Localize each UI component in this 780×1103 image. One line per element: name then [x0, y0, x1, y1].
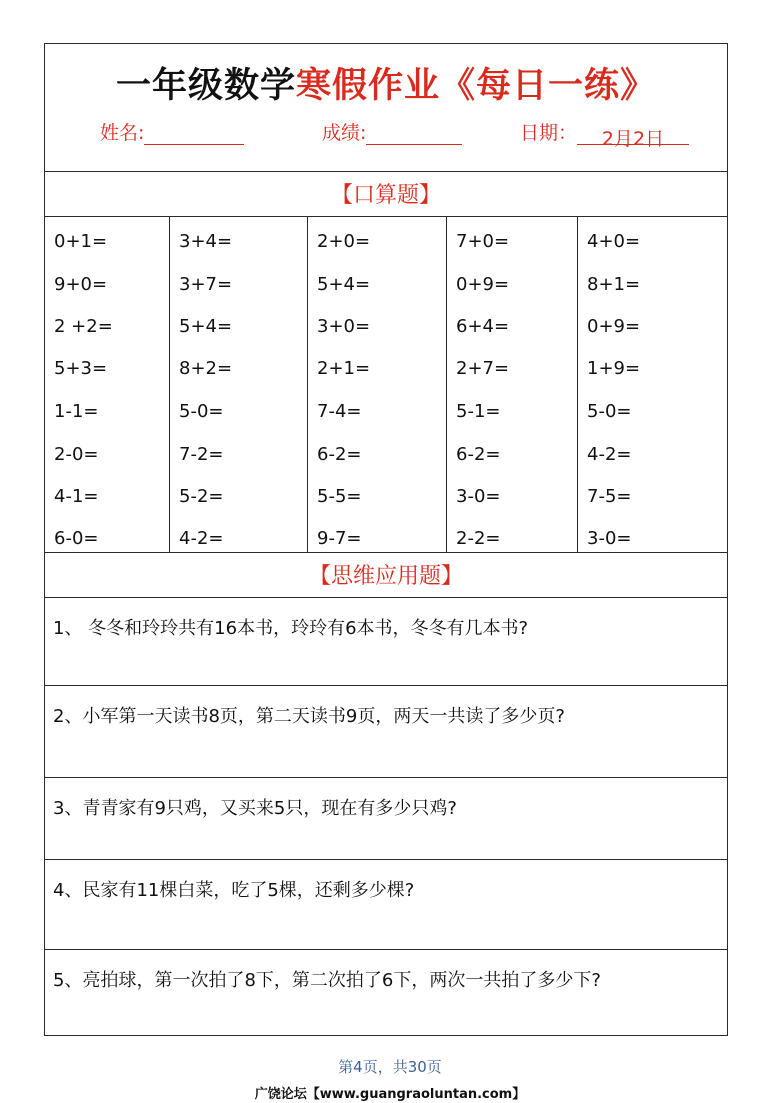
calc-column [446, 217, 577, 552]
calc-problem: 5+4= [317, 274, 371, 295]
calc-problem: 6-2= [456, 444, 501, 465]
score-blank[interactable] [366, 124, 462, 145]
calc-problem: 5+3= [54, 358, 108, 379]
calc-problem: 3-0= [456, 486, 501, 507]
calc-section-title: 【口算题】 [330, 183, 441, 208]
score-field [322, 118, 462, 145]
calc-problem: 1-1= [54, 401, 99, 422]
calc-problem: 3+4= [179, 231, 233, 252]
page-title [45, 58, 727, 108]
calc-column [45, 217, 169, 552]
calc-problem: 7-4= [317, 401, 362, 422]
word-problem-text: 4、民家有11棵白菜，吃了5棵，还剩多少棵? [53, 880, 415, 901]
calc-problem: 6-2= [317, 444, 362, 465]
word-problem-text: 3、青青家有9只鸡，又买来5只，现在有多少只鸡? [53, 798, 457, 819]
calc-problem: 2-0= [54, 444, 99, 465]
calc-problem: 0+9= [587, 316, 641, 337]
word-section-title: 【思维应用题】 [308, 564, 463, 589]
calc-problem: 5-2= [179, 486, 224, 507]
calc-problem: 2+7= [456, 358, 510, 379]
calc-problem: 6-0= [54, 528, 99, 549]
word-problem-text: 2、小军第一天读书8页，第二天读书9页，两天一共读了多少页? [53, 706, 565, 727]
date-label: 日期： [520, 122, 578, 144]
word-problem [45, 777, 727, 859]
page-number: 第4页，共30页 [338, 1058, 442, 1076]
calc-problem: 3-0= [587, 528, 632, 549]
calc-column [307, 217, 446, 552]
calc-problem: 4+0= [587, 231, 641, 252]
calc-problem: 4-2= [587, 444, 632, 465]
calc-problem: 2+0= [317, 231, 371, 252]
calc-problem: 2-2= [456, 528, 501, 549]
name-label: 姓名: [100, 122, 145, 144]
word-problem [45, 859, 727, 949]
calc-grid [45, 216, 727, 553]
title-homework: 寒假作业《每日一练》 [296, 66, 657, 106]
calc-problem: 4-2= [179, 528, 224, 549]
calc-problem: 7+0= [456, 231, 510, 252]
calc-column [577, 217, 729, 552]
calc-problem: 7-5= [587, 486, 632, 507]
calc-problem: 8+1= [587, 274, 641, 295]
word-problem [45, 597, 727, 685]
calc-problem: 7-2= [179, 444, 224, 465]
word-problem-text: 5、亮拍球，第一次拍了8下，第二次拍了6下，两次一共拍了多少下? [53, 970, 601, 991]
calc-problem: 2 +2= [54, 316, 113, 337]
site-credit: 广饶论坛【www.guangraoluntan.com】 [254, 1087, 526, 1102]
calc-problem: 9-7= [317, 528, 362, 549]
worksheet [44, 43, 728, 1036]
calc-problem: 9+0= [54, 274, 108, 295]
calc-problem: 6+4= [456, 316, 510, 337]
worksheet-header [45, 44, 727, 172]
calc-problem: 2+1= [317, 358, 371, 379]
name-field [100, 118, 244, 145]
word-problem-text: 1、 冬冬和玲玲共有16本书，玲玲有6本书，冬冬有几本书? [53, 618, 529, 639]
calc-problem: 5-1= [456, 401, 501, 422]
calc-column [169, 217, 307, 552]
calc-problem: 5+4= [179, 316, 233, 337]
score-label: 成绩: [322, 122, 367, 144]
calc-problem: 4-1= [54, 486, 99, 507]
title-grade-subject: 一年级数学 [115, 66, 296, 106]
calc-problem: 0+1= [54, 231, 108, 252]
date-value: 2月2日 [577, 124, 689, 145]
calc-problem: 0+9= [456, 274, 510, 295]
calc-problem: 5-5= [317, 486, 362, 507]
calc-problem: 3+0= [317, 316, 371, 337]
date-field [520, 118, 689, 150]
calc-problem: 3+7= [179, 274, 233, 295]
word-problem [45, 685, 727, 777]
calc-problem: 5-0= [179, 401, 224, 422]
word-problem [45, 949, 727, 1035]
name-blank[interactable] [144, 124, 244, 145]
calc-problem: 5-0= [587, 401, 632, 422]
calc-problem: 1+9= [587, 358, 641, 379]
calc-problem: 8+2= [179, 358, 233, 379]
